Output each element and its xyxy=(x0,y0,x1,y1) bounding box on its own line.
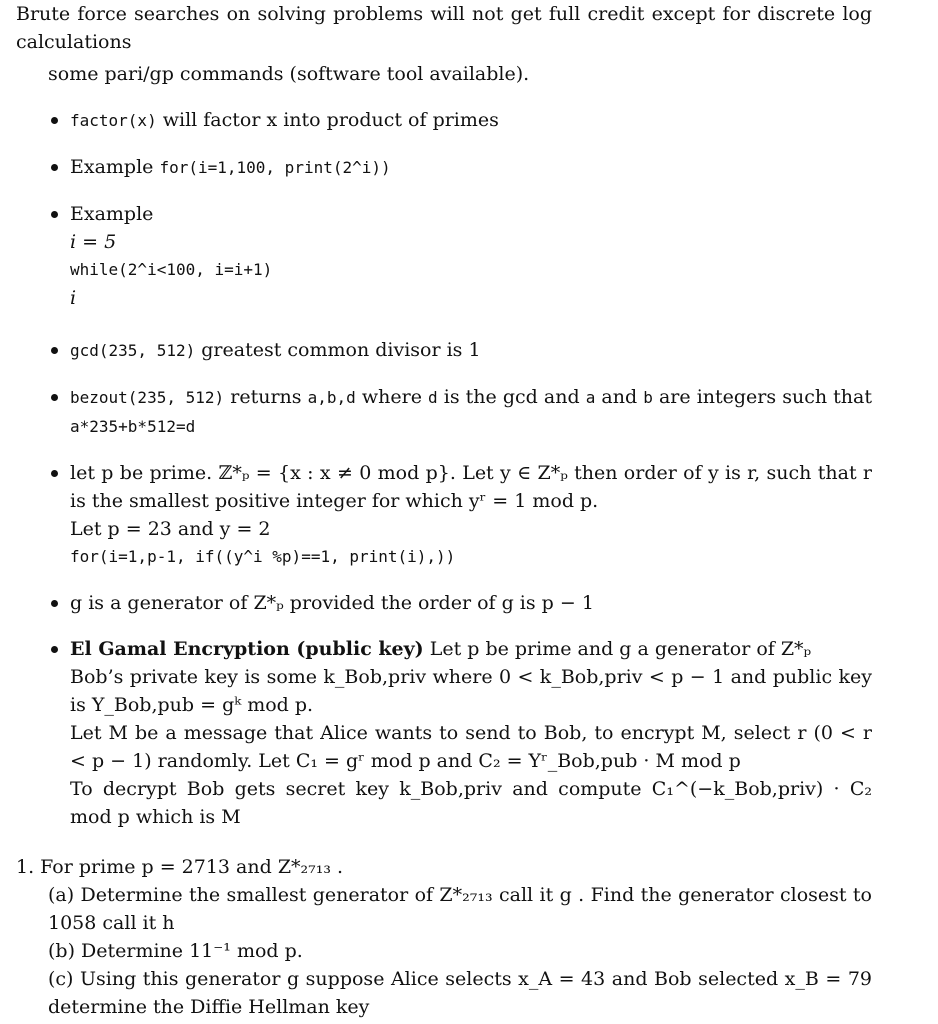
problem-1: 1. For prime p = 2713 and Z*₂₇₁₃ . xyxy=(16,856,344,878)
elgamal-intro: Let p be prime and g a generator of Z*ₚ xyxy=(423,638,812,660)
code-b: b xyxy=(643,388,653,407)
code-d: d xyxy=(428,388,438,407)
elgamal-decrypt: To decrypt Bob gets secret key k_Bob,priv and compute C₁^(−k_Bob,priv) · C₂ mod p which is M xyxy=(70,778,872,828)
assign-i: i = 5 xyxy=(70,231,117,253)
bullet-order xyxy=(16,459,872,571)
code-abd: a,b,d xyxy=(307,388,356,407)
bezout-text-4: and xyxy=(595,386,644,408)
order-example-params: Let p = 23 and y = 2 xyxy=(70,518,271,540)
problem-1a: (a) Determine the smallest generator of Z*₂₇₁₃ call it g . Find the generator closest to 1058 call it h xyxy=(48,884,872,934)
elgamal-title: El Gamal Encryption (public key) xyxy=(70,638,424,660)
order-definition: let p be prime. ℤ*ₚ = {x : x ≠ 0 mod p}. Let y ∈ Z*ₚ then order of y is r, such that r is the smallest positive integer for which yʳ = 1 mod p. xyxy=(70,462,872,512)
code-order-loop: for(i=1,p-1, if((y^i %p)==1, print(i),)) xyxy=(70,547,456,566)
bezout-text-2: where xyxy=(355,386,429,408)
code-a: a xyxy=(585,388,596,407)
command-list xyxy=(16,106,872,831)
problem-section xyxy=(16,853,872,1021)
problem-1b: (b) Determine 11⁻¹ mod p. xyxy=(48,940,303,962)
gcd-desc: greatest common divisor is 1 xyxy=(195,339,481,361)
bezout-text-5: are integers such that xyxy=(652,386,872,408)
bezout-text-3: is the gcd and xyxy=(437,386,586,408)
intro-text: Brute force searches on solving problems will not get full credit except for discrete log calculations xyxy=(16,3,872,53)
code-gcd: gcd(235, 512) xyxy=(70,341,196,360)
bullet-bezout xyxy=(16,383,872,441)
bullet-factor xyxy=(16,106,872,135)
document-page xyxy=(16,0,872,1021)
bullet-gcd xyxy=(16,336,872,365)
generator-definition: g is a generator of Z*ₚ provided the order of g is p − 1 xyxy=(70,592,594,614)
example-label-2: Example xyxy=(70,203,154,225)
elgamal-encrypt: Let M be a message that Alice wants to send to Bob, to encrypt M, select r (0 < r < p − 1) randomly. Let C₁ = gʳ mod p and C₂ = Yʳ_Bob,pub · M mod p xyxy=(70,722,872,772)
code-bezout: bezout(235, 512) xyxy=(70,388,225,407)
print-i: i xyxy=(70,287,77,309)
pari-intro: some pari/gp commands (software tool available). xyxy=(48,63,530,85)
code-factor: factor(x) xyxy=(70,111,157,130)
bezout-text-1: returns xyxy=(224,386,308,408)
bullet-example-while xyxy=(16,200,872,312)
bullet-example-for xyxy=(16,153,872,182)
code-while-loop: while(2^i<100, i=i+1) xyxy=(70,260,273,279)
code-bezout-eq: a*235+b*512=d xyxy=(70,417,196,436)
problem-1c: (c) Using this generator g suppose Alice selects x_A = 43 and Bob selected x_B = 79 determine the Diffie Hellman key xyxy=(48,968,872,1018)
code-for-loop: for(i=1,100, print(2^i)) xyxy=(159,158,391,177)
elgamal-keys: Bob’s private key is some k_Bob,priv where 0 < k_Bob,priv < p − 1 and public key is Y_Bob,pub = gᵏ mod p. xyxy=(70,666,872,716)
bullet-elgamal xyxy=(16,635,872,831)
example-label: Example xyxy=(70,156,160,178)
factor-desc: will factor x into product of primes xyxy=(156,109,499,131)
bullet-generator xyxy=(16,589,872,617)
